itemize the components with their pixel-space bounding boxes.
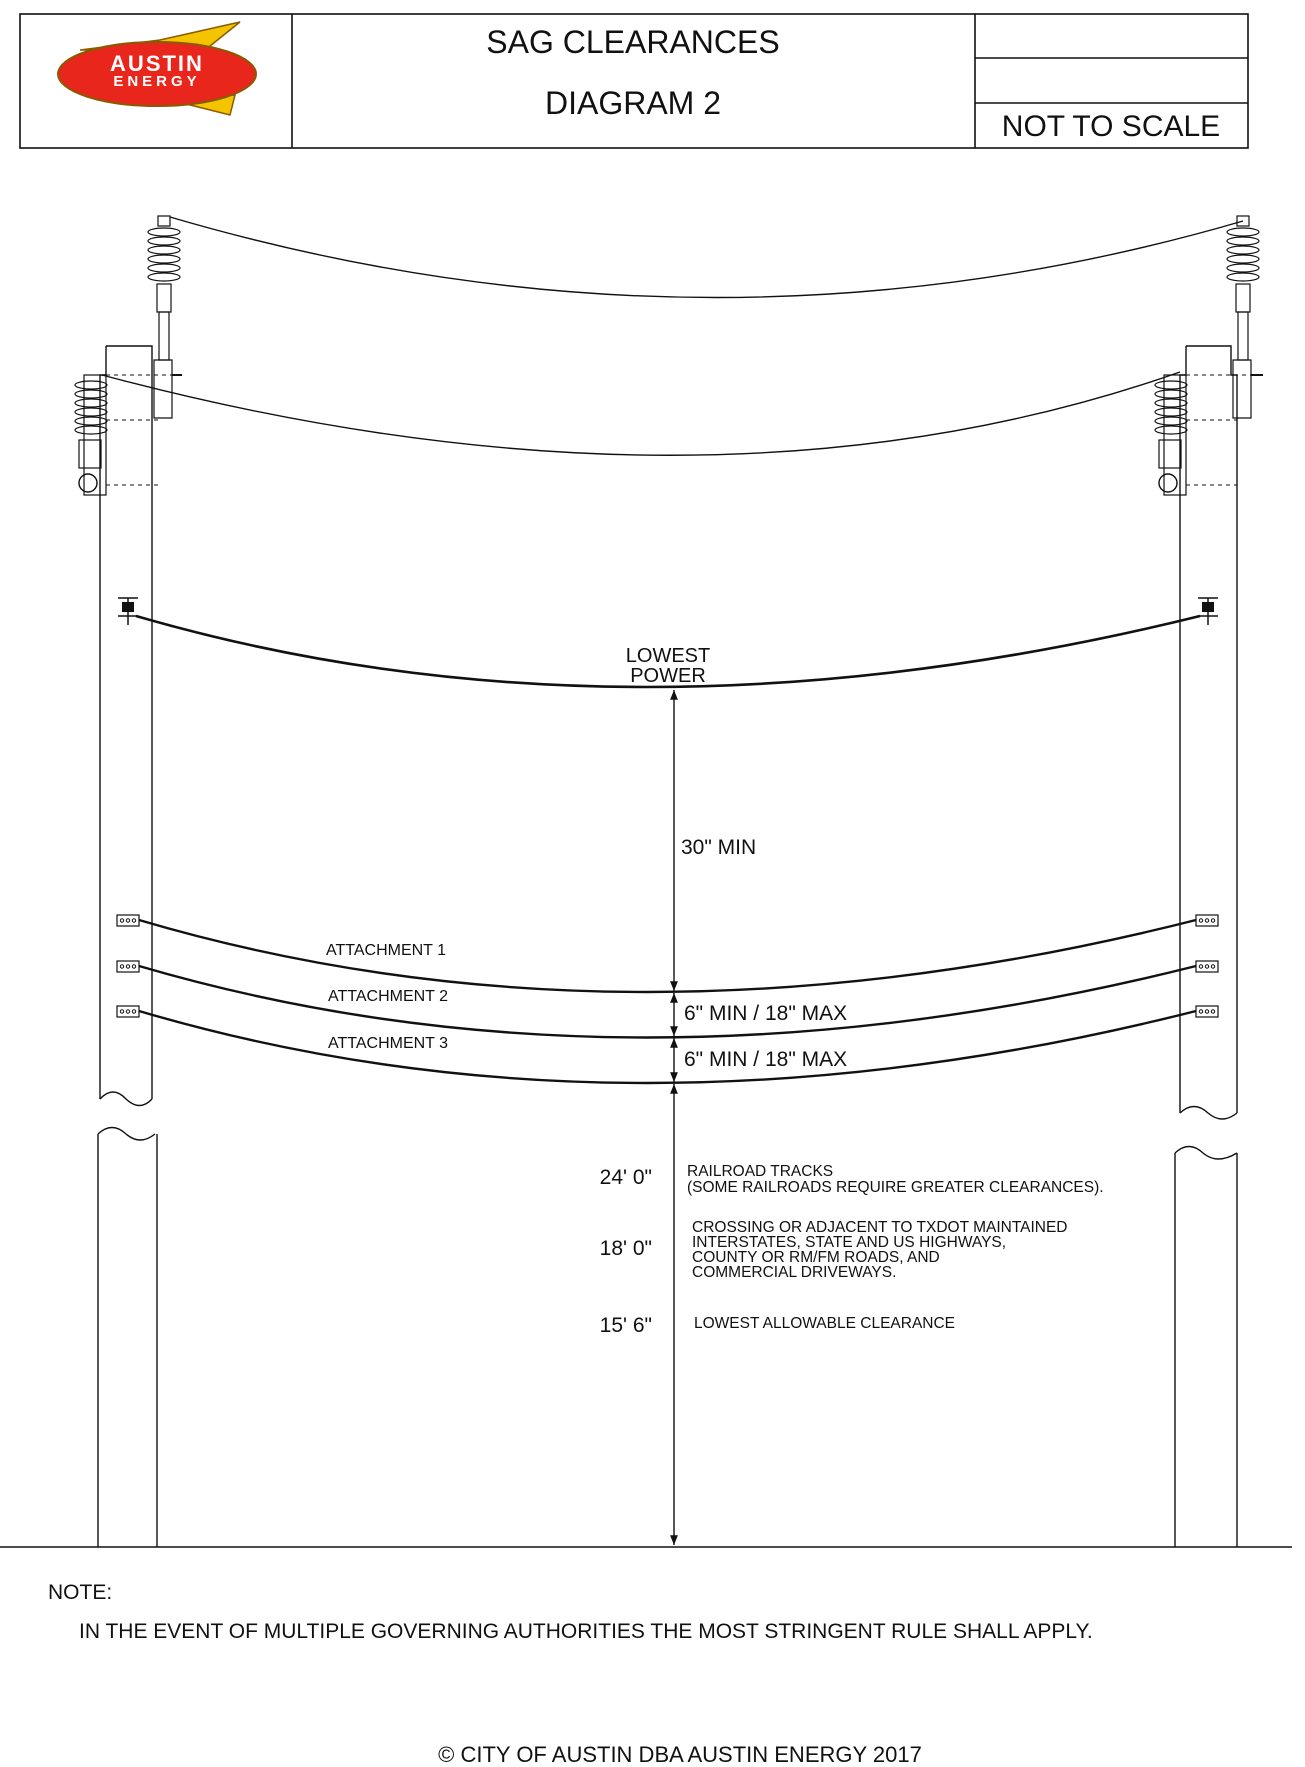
clearance-description: (SOME RAILROADS REQUIRE GREATER CLEARANCES). [687, 1179, 1104, 1196]
left-pole [75, 216, 182, 1547]
attachment-bracket [117, 915, 139, 1017]
right-pole [1155, 216, 1263, 1547]
attachment-bracket [1196, 915, 1218, 1017]
attachment-1-label: ATTACHMENT 1 [326, 942, 447, 959]
pin-insulator [1227, 216, 1263, 418]
dimension-spacing-1: 6" MIN / 18" MAX [684, 1002, 848, 1025]
neutral-bolt [1198, 598, 1218, 625]
pole-break-symbol [1175, 1147, 1237, 1160]
not-to-scale-label: NOT TO SCALE [1001, 110, 1221, 143]
dimension-spacing-2: 6" MIN / 18" MAX [684, 1048, 848, 1071]
attachment-3-cable [139, 1011, 1196, 1083]
clearance-description: COUNTY OR RM/FM ROADS, AND [692, 1249, 940, 1266]
attachment-2-cable [139, 966, 1196, 1038]
austin-energy-logo [58, 22, 256, 115]
pole-break-symbol [100, 1092, 152, 1106]
title-diagram-number: DIAGRAM 2 [544, 85, 722, 121]
logo-text-energy: ENERGY [113, 73, 201, 90]
ground-clearance-list [600, 1163, 1104, 1337]
dimension-30in-min: 30" MIN [681, 836, 757, 859]
attachment-1-cable [139, 920, 1196, 992]
clearance-description: LOWEST ALLOWABLE CLEARANCE [694, 1315, 956, 1332]
neutral-bolt [118, 598, 138, 625]
pole-break-symbol [98, 1128, 155, 1141]
copyright-text: © CITY OF AUSTIN DBA AUSTIN ENERGY 2017 [438, 1742, 922, 1767]
lowest-power-label: LOWEST [625, 645, 711, 667]
clearance-description: COMMERCIAL DRIVEWAYS. [692, 1264, 897, 1281]
clearance-value: 18' 0" [599, 1237, 652, 1260]
side-primary-conductor [102, 372, 1180, 455]
title-sag-clearances: SAG CLEARANCES [486, 24, 780, 60]
attachment-3-label: ATTACHMENT 3 [328, 1035, 449, 1052]
clearance-value: 24' 0" [599, 1166, 652, 1189]
attachment-2-label: ATTACHMENT 2 [328, 988, 449, 1005]
pole-break-symbol [1180, 1107, 1237, 1120]
suspension-insulator [1155, 375, 1262, 495]
note-text: IN THE EVENT OF MULTIPLE GOVERNING AUTHORITIES THE MOST STRINGENT RULE SHALL APPLY. [79, 1620, 1093, 1643]
clearance-description: RAILROAD TRACKS [687, 1163, 834, 1180]
clearance-description: CROSSING OR ADJACENT TO TXDOT MAINTAINED [692, 1219, 1068, 1236]
clearance-value: 15' 6" [599, 1314, 652, 1337]
suspension-insulator [75, 375, 182, 495]
lowest-power-label: POWER [630, 665, 706, 687]
logo-text-austin: AUSTIN [110, 51, 204, 76]
title-block [20, 14, 1248, 148]
clearance-description: INTERSTATES, STATE AND US HIGHWAYS, [692, 1234, 1007, 1251]
top-primary-conductor [170, 217, 1243, 298]
note-heading: NOTE: [48, 1581, 113, 1604]
